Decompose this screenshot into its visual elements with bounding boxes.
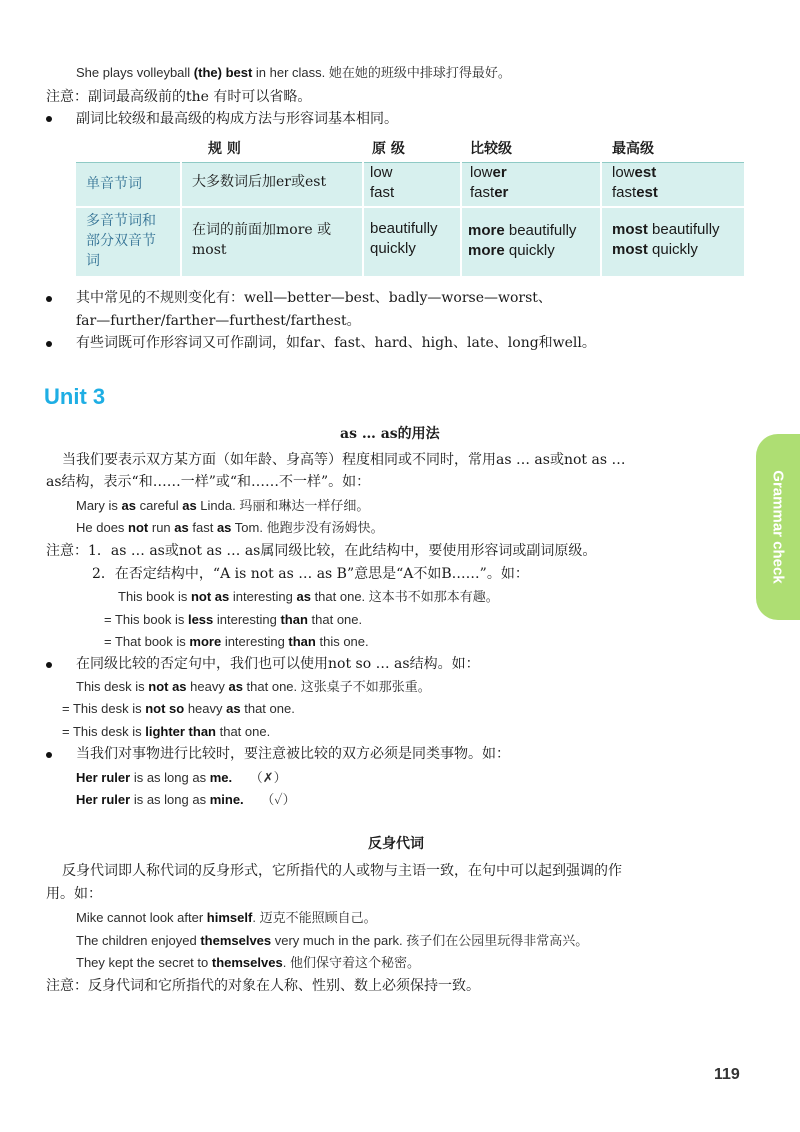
grammar-check-tab [756,434,800,620]
bullet-text: 其中常见的不规则变化有：well—better—best、badly—worse—worst、 [76,290,552,306]
table-cell: lowest [612,164,657,181]
bullet-icon [46,341,52,347]
example-sentence: She plays volleyball (the) best in her class. 她在她的班级中排球打得最好。 [76,65,511,81]
table-cell: 在词的前面加more 或 [192,222,332,238]
bullet-icon [46,662,52,668]
table-cell: most [192,242,227,258]
bullet-text-cont: far—further/farther—furthest/farthest。 [76,313,361,329]
note-text: 注意：1．as … as或not as … as属同级比较，在此结构中，要使用形容词或副词原级。 [46,543,597,559]
bullet-icon [46,296,52,302]
unit-title: Unit 3 [44,384,106,409]
table-cell: faster [470,184,509,201]
table-cell: more quickly [468,242,555,259]
table-row-label: 部分双音节 [86,233,156,249]
example-sentence: Her ruler is as long as me. （✗） [76,770,287,786]
paragraph: as结构，表示“和……一样”或“和……不一样”。如： [46,474,371,490]
bullet-text: 副词比较级和最高级的构成方法与形容词基本相同。 [76,111,398,127]
section-heading: as … as的用法 [340,426,440,442]
table-cell: beautifully [370,220,438,237]
example-sentence: He does not run as fast as Tom. 他跑步没有汤姆快。 [76,520,384,536]
paragraph: 反身代词即人称代词的反身形式，它所指代的人或物与主语一致，在句中可以起到强调的作 [62,863,622,879]
example-sentence: = This desk is lighter than that one. [62,724,271,739]
example-sentence: Mary is as careful as Linda. 玛丽和琳达一样仔细。 [76,498,370,514]
table-header: 比较级 [470,141,512,157]
example-sentence: = This desk is not so heavy as that one. [62,701,295,716]
table-row-label: 多音节词和 [86,213,156,229]
table-cell: fast [370,184,395,201]
example-sentence: They kept the secret to themselves. 他们保守着这个秘密。 [76,955,420,971]
bullet-text: 当我们对事物进行比较时，要注意被比较的双方必须是同类事物。如： [76,746,510,762]
table-cell: more beautifully [468,222,577,239]
section-heading: 反身代词 [368,836,424,852]
bullet-icon [46,752,52,758]
wrong-mark-icon: （✗） [249,771,287,786]
table-header: 规 则 [208,141,241,157]
note-text: 2．在否定结构中，“A is not as … as B”意思是“A不如B……”。如： [92,566,529,582]
example-sentence: = This book is less interesting than that one. [104,612,363,627]
bullet-text: 有些词既可作形容词又可作副词，如far、fast、hard、high、late、long和well。 [76,335,596,351]
comparison-table [76,136,744,276]
bullet-icon [46,116,52,122]
example-sentence: Her ruler is as long as mine. （✓） [76,792,296,808]
bullet-text: 在同级比较的否定句中，我们也可以使用not so … as结构。如： [76,656,480,672]
example-sentence: = That book is more interesting than this one. [104,634,369,649]
table-cell: most quickly [612,241,698,258]
table-header: 原 级 [372,141,405,157]
example-sentence: This desk is not as heavy as that one. 这张桌子不如那张重。 [76,679,431,695]
example-sentence: The children enjoyed themselves very much in the park. 孩子们在公园里玩得非常高兴。 [76,933,589,949]
example-sentence: This book is not as interesting as that one. 这本书不如那本有趣。 [118,589,499,605]
table-cell: fastest [612,184,658,201]
table-header: 最高级 [612,141,654,157]
table-cell: low [370,164,393,181]
table-row-label: 词 [86,253,100,269]
check-mark-icon: （✓） [261,793,296,808]
paragraph: 用。如： [46,886,102,902]
page-number: 119 [714,1066,740,1083]
side-tab-label: Grammar check [769,470,787,584]
table-row-label: 单音节词 [86,176,142,192]
example-sentence: Mike cannot look after himself. 迈克不能照顾自己。 [76,910,377,926]
table-cell: 大多数词后加er或est [192,174,327,190]
table-cell: most beautifully [612,221,720,238]
table-cell: lower [470,164,507,181]
note-text: 注意：副词最高级前的the 有时可以省略。 [46,89,312,105]
note-text: 注意：反身代词和它所指代的对象在人称、性别、数上必须保持一致。 [46,978,480,994]
paragraph: 当我们要表示双方某方面（如年龄、身高等）程度相同或不同时，常用as … as或not as … [62,452,626,468]
table-cell: quickly [370,240,416,257]
